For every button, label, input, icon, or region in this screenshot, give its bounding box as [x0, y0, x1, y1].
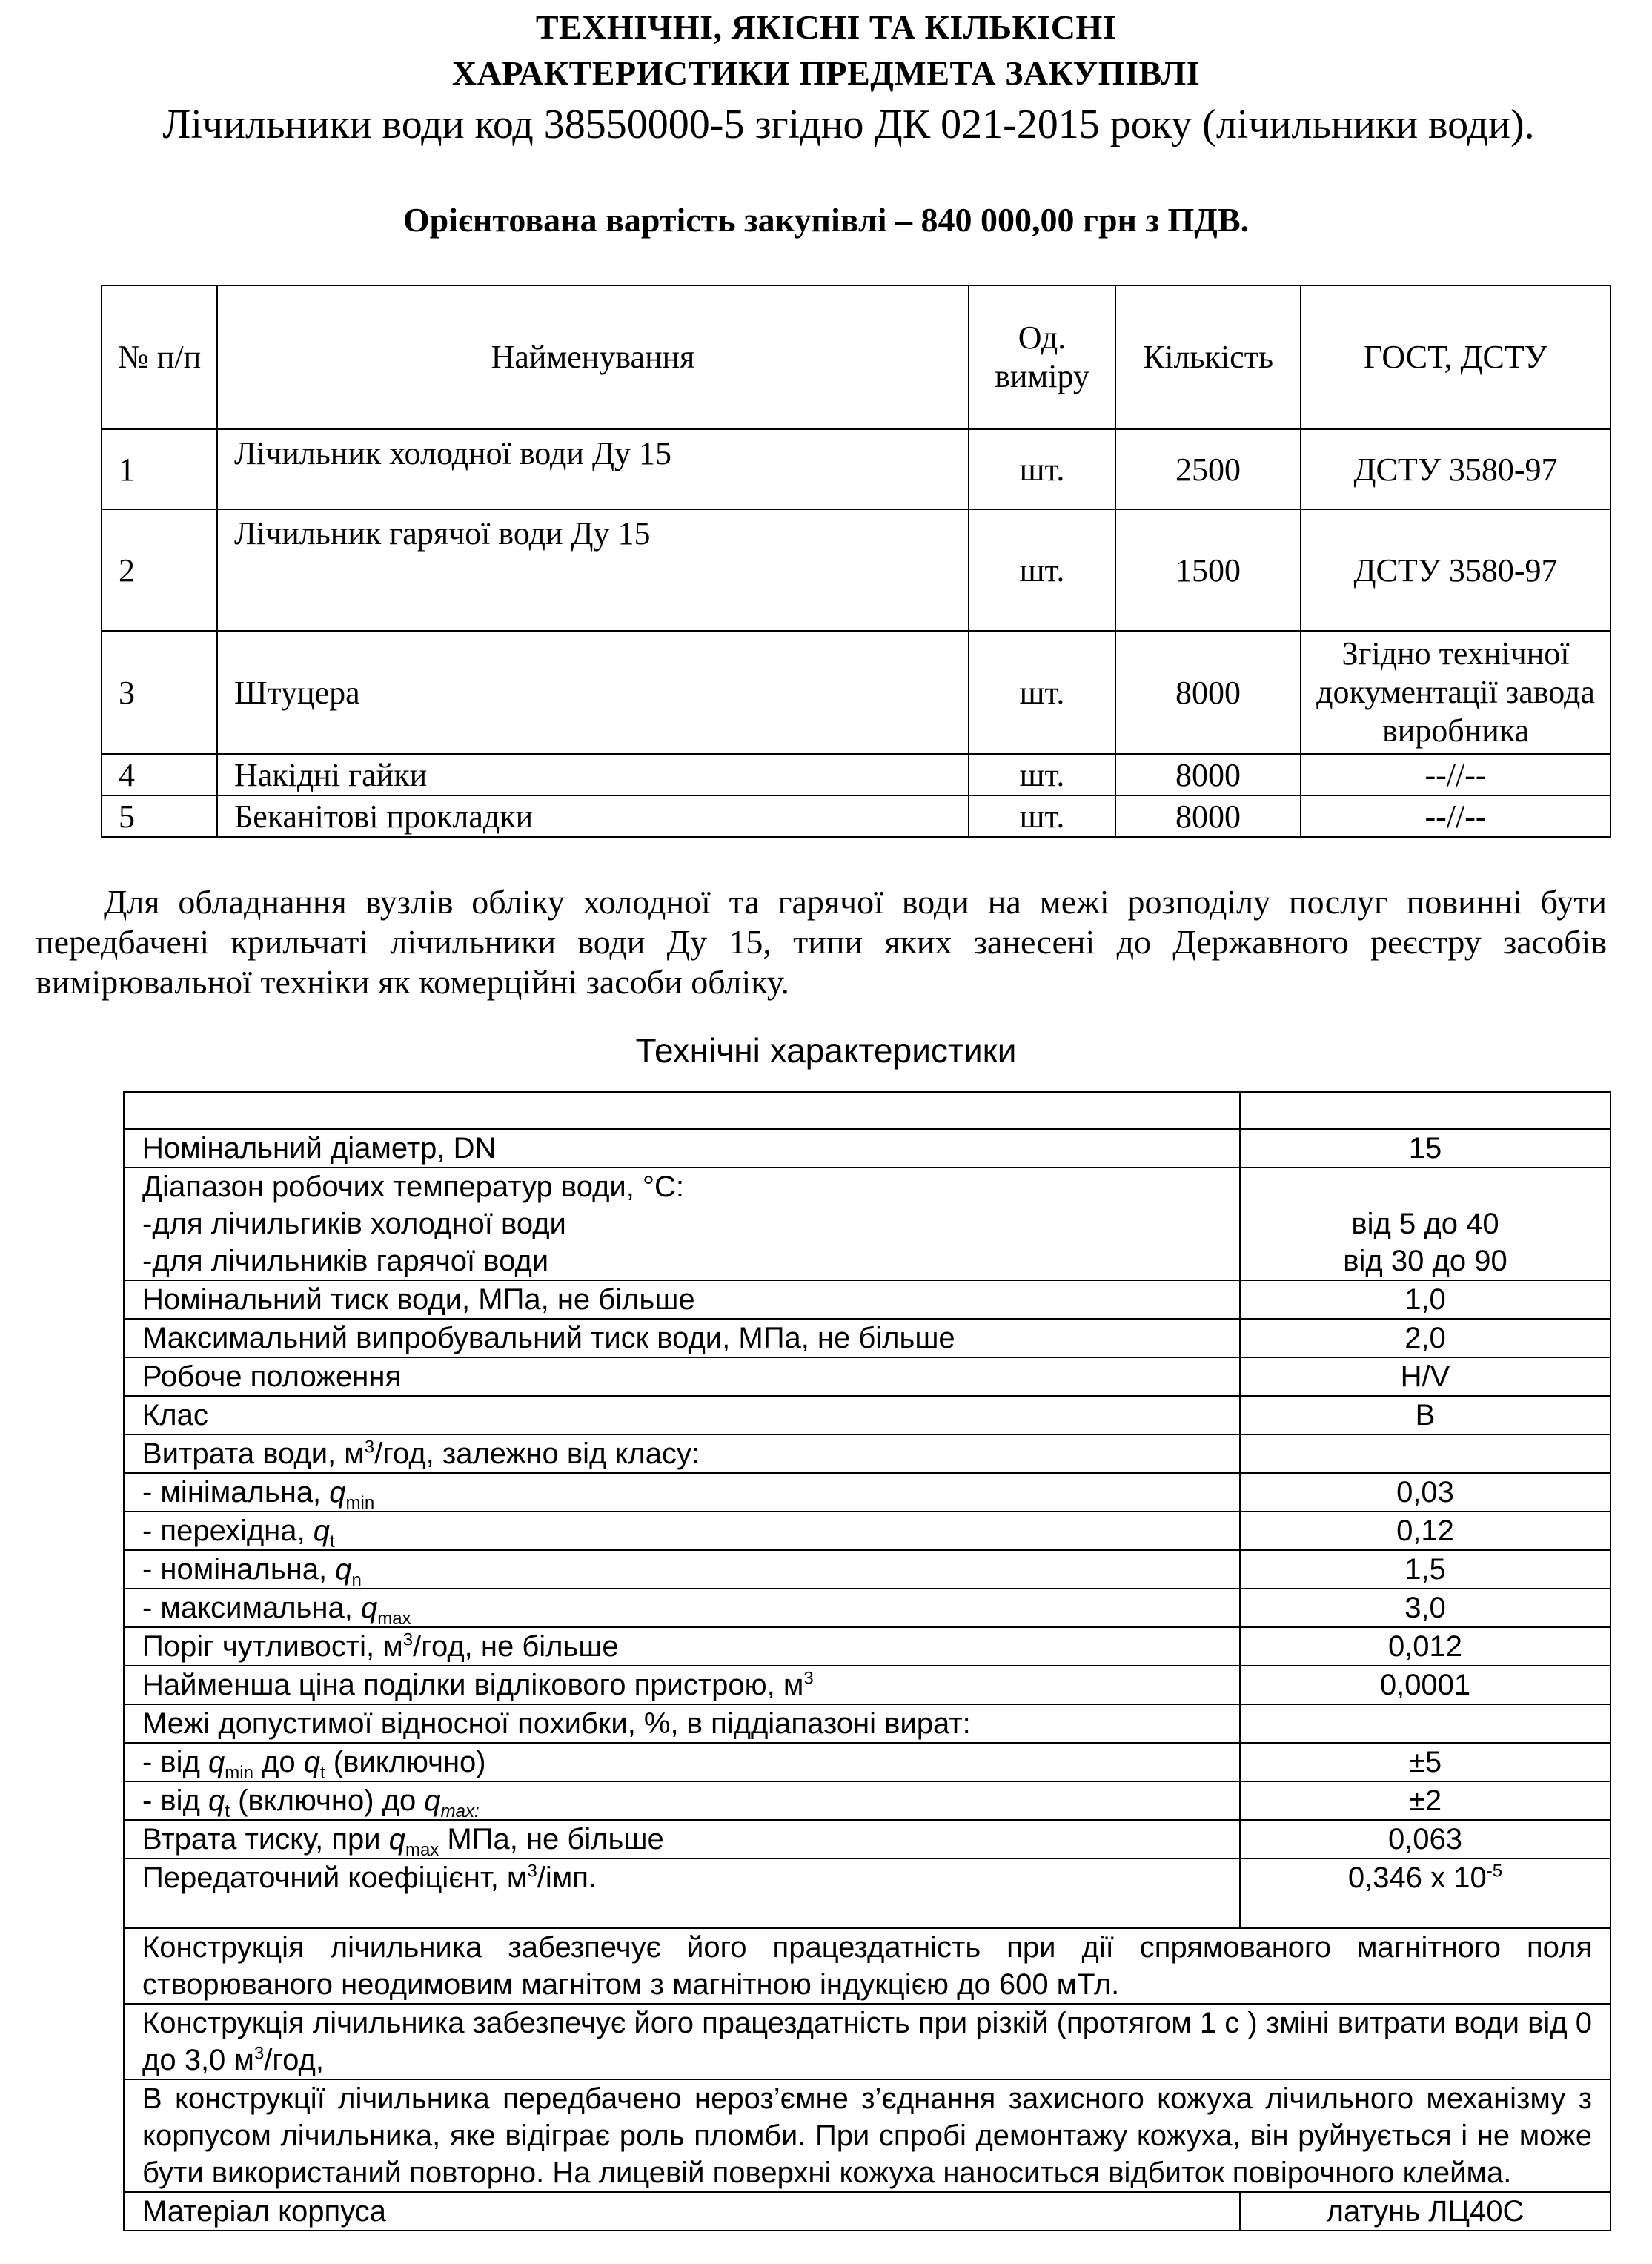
row-num: 4 — [102, 754, 217, 795]
table-row — [102, 795, 1610, 837]
table-row — [124, 1781, 1610, 1820]
table-row — [124, 2079, 1610, 2192]
spec-label — [124, 1820, 1240, 1858]
temp-cold-label: -для лічильгиків холодної води — [142, 1208, 566, 1240]
label-text: (виключно) — [325, 1746, 486, 1778]
label-text: - максимальна, — [142, 1592, 361, 1624]
table-row — [124, 2192, 1610, 2231]
table-row — [124, 1280, 1610, 1319]
row-std: ДСТУ 3580-97 — [1301, 429, 1610, 509]
symbol-q: q — [208, 1784, 225, 1817]
empty-cell — [1240, 1434, 1610, 1473]
spec-label — [124, 1434, 1240, 1473]
spec-value: латунь ЛЦ40С — [1240, 2192, 1610, 2231]
label-text: - від — [142, 1784, 209, 1817]
row-num: 5 — [102, 795, 217, 837]
row-std: --//-- — [1301, 754, 1610, 795]
spec-label — [124, 1589, 1240, 1627]
header-num: № п/п — [102, 285, 217, 429]
label-text: - перехідна, — [142, 1515, 314, 1547]
spec-label — [124, 1781, 1240, 1820]
temp-range-label: Діапазон робочих температур води, °С: — [142, 1171, 684, 1203]
table-row — [124, 1092, 1610, 1129]
row-name: Штуцера — [217, 631, 969, 754]
subscript: t — [225, 1801, 230, 1821]
table-row — [102, 754, 1610, 795]
row-unit: шт. — [969, 795, 1115, 837]
label-text: (включно) до — [229, 1784, 425, 1817]
spec-label — [124, 1858, 1240, 1928]
table-row — [124, 1928, 1610, 2004]
table-row — [124, 1434, 1610, 1473]
subscript: max — [377, 1609, 411, 1629]
label-text: - номінальна, — [142, 1553, 336, 1586]
spec-label: Номінальний тиск води, МПа, не більше — [124, 1280, 1240, 1319]
spec-value: 0,03 — [1240, 1473, 1610, 1512]
table-row — [102, 631, 1610, 754]
spec-value: 1,0 — [1240, 1280, 1610, 1319]
table-row — [124, 1666, 1610, 1704]
doc-title-line1: ТЕХНІЧНІ, ЯКІСНІ ТА КІЛЬКІСНІ — [535, 8, 1117, 46]
header-name: Найменування — [217, 285, 969, 429]
spec-value — [1240, 1168, 1610, 1280]
table-row — [124, 1550, 1610, 1589]
spec-value: 2,0 — [1240, 1319, 1610, 1357]
table-row — [124, 1168, 1610, 1280]
label-text: Передаточний коефіцієнт, м — [142, 1861, 528, 1894]
doc-title-line2: ХАРАКТЕРИСТИКИ ПРЕДМЕТА ЗАКУПІВЛІ — [451, 54, 1201, 92]
superscript: 3 — [253, 2043, 265, 2064]
spec-label — [124, 1627, 1240, 1666]
row-std: ДСТУ 3580-97 — [1301, 509, 1610, 631]
table-row — [124, 1820, 1610, 1858]
spec-label — [124, 1666, 1240, 1704]
table-row — [124, 1396, 1610, 1434]
note-seal: В конструкції лічильника передбачено нероз’ємне з’єднання захисного кожуха лічильного механізму з корпусом лічильника, яке відіграє роль пломби. При спробі демонтажу кожуха, він руйнується і не може бути використаний повторно. На лицевій поверхні кожуха наноситься відбиток повірочного клейма. — [124, 2079, 1610, 2192]
label-text: Втрата тиску, при — [142, 1823, 389, 1856]
table-row — [124, 1319, 1610, 1357]
table-row — [124, 1858, 1610, 1928]
row-name: Накідні гайки — [217, 754, 969, 795]
tech-specs-table — [123, 1091, 1611, 2231]
row-std: --//-- — [1301, 795, 1610, 837]
subscript: min — [345, 1493, 375, 1513]
spec-value: 3,0 — [1240, 1589, 1610, 1627]
doc-subtitle: Лічильники води код 38550000-5 згідно ДК 021-2015 року (лічильники води). — [162, 102, 1535, 148]
subscript: max: — [440, 1801, 480, 1821]
label-text: Витрата води, м — [142, 1437, 365, 1470]
row-num: 3 — [102, 631, 217, 754]
spec-label: Межі допустимої відносної похибки, %, в піддіапазоні вират: — [124, 1704, 1240, 1743]
estimated-cost: Орієнтована вартість закупівлі – 840 000,00 грн з ПДВ. — [402, 201, 1250, 239]
note-text: Конструкція лічильника забезпечує його працездатність при різкій (протягом 1 с ) зміні витрати води від 0 до 3,0 м — [142, 2007, 1592, 2076]
header-qty: Кількість — [1115, 285, 1301, 429]
note-magnetic: Конструкція лічильника забезпечує його працездатність при дії спрямованого магнітного поля створюваного неодимовим магнітом з магнітною індукцією до 600 мТл. — [124, 1928, 1610, 2004]
spec-value: ±2 — [1240, 1781, 1610, 1820]
empty-cell — [124, 1092, 1240, 1129]
table-header-row — [102, 285, 1610, 429]
label-text: Поріг чутливості, м — [142, 1630, 403, 1663]
symbol-q: q — [424, 1784, 441, 1817]
superscript: 3 — [364, 1437, 375, 1457]
table-row — [124, 1357, 1610, 1396]
subscript: max — [405, 1840, 439, 1860]
subscript: t — [330, 1532, 335, 1552]
table-row — [124, 1129, 1610, 1168]
symbol-q: q — [303, 1746, 321, 1778]
spec-label — [124, 1168, 1240, 1280]
spec-value: 0,012 — [1240, 1627, 1610, 1666]
spec-label — [124, 1550, 1240, 1589]
subscript: t — [320, 1763, 325, 1783]
label-text: /год, залежно від класу: — [374, 1437, 700, 1470]
row-std: Згідно технічної документації завода виробника — [1301, 631, 1610, 754]
label-text: Найменша ціна поділки відлікового пристрою, м — [142, 1669, 804, 1701]
spec-value: 15 — [1240, 1129, 1610, 1168]
label-text: /год, не більше — [413, 1630, 619, 1663]
row-qty: 1500 — [1115, 509, 1301, 631]
temp-cold-value: від 5 до 40 — [1351, 1208, 1499, 1240]
table-row — [124, 1512, 1610, 1550]
temp-hot-value: від 30 до 90 — [1343, 1245, 1507, 1277]
value-text: 0,346 х 10 — [1347, 1861, 1487, 1894]
header-unit: Од. виміру — [969, 285, 1115, 429]
row-qty: 8000 — [1115, 795, 1301, 837]
spec-value: ±5 — [1240, 1743, 1610, 1781]
row-num: 1 — [102, 429, 217, 509]
subscript: min — [225, 1763, 253, 1783]
row-num: 2 — [102, 509, 217, 631]
table-row — [102, 429, 1610, 509]
empty-cell — [1240, 1704, 1610, 1743]
symbol-q: q — [313, 1515, 330, 1547]
header-std: ГОСТ, ДСТУ — [1301, 285, 1610, 429]
spec-label: Клас — [124, 1396, 1240, 1434]
spec-value — [1240, 1858, 1610, 1928]
table-row — [124, 2004, 1610, 2079]
empty-cell — [1240, 1092, 1610, 1129]
spec-label: Матеріал корпуса — [124, 2192, 1240, 2231]
table-row — [124, 1743, 1610, 1781]
spec-value: 1,5 — [1240, 1550, 1610, 1589]
row-qty: 8000 — [1115, 754, 1301, 795]
row-qty: 8000 — [1115, 631, 1301, 754]
row-unit: шт. — [969, 754, 1115, 795]
procurement-table — [101, 285, 1611, 838]
superscript: 3 — [527, 1861, 537, 1881]
row-unit: шт. — [969, 509, 1115, 631]
spec-value: H/V — [1240, 1357, 1610, 1396]
table-row — [124, 1473, 1610, 1512]
label-text: МПа, не більше — [439, 1823, 664, 1856]
row-name: Беканітові прокладки — [217, 795, 969, 837]
requirements-paragraph: Для обладнання вузлів обліку холодної та гарячої води на межі розподілу послуг повинні бути передбачені крильчаті лічильники води Ду 15, типи яких занесені до Державного реєстру засобів вимірювальної техніки як комерційні засоби обліку. — [36, 883, 1607, 1001]
row-unit: шт. — [969, 429, 1115, 509]
spec-value: 0,0001 — [1240, 1666, 1610, 1704]
superscript: 3 — [803, 1668, 814, 1689]
row-name: Лічильник холодної води Ду 15 — [217, 429, 969, 509]
table-row — [124, 1589, 1610, 1627]
table-row — [102, 509, 1610, 631]
subscript: n — [351, 1570, 362, 1590]
row-qty: 2500 — [1115, 429, 1301, 509]
symbol-q: q — [208, 1746, 225, 1778]
table-row — [124, 1627, 1610, 1666]
temp-hot-label: -для лічильників гарячої води — [142, 1245, 549, 1277]
symbol-q: q — [388, 1823, 405, 1856]
note-text: /год, — [264, 2044, 324, 2076]
spec-value: В — [1240, 1396, 1610, 1434]
spec-label — [124, 1512, 1240, 1550]
tech-specs-title: Технічні характеристики — [635, 1031, 1017, 1070]
spec-label — [124, 1743, 1240, 1781]
spec-label: Номінальний діаметр, DN — [124, 1129, 1240, 1168]
symbol-q: q — [335, 1553, 352, 1586]
label-text: /імп. — [537, 1861, 597, 1894]
spec-label: Робоче положення — [124, 1357, 1240, 1396]
label-text: - від — [142, 1746, 209, 1778]
label-text: до — [253, 1746, 304, 1778]
symbol-q: q — [329, 1476, 346, 1509]
row-unit: шт. — [969, 631, 1115, 754]
exponent: -5 — [1486, 1861, 1503, 1881]
table-row — [124, 1704, 1610, 1743]
spec-value: 0,12 — [1240, 1512, 1610, 1550]
row-name: Лічильник гарячої води Ду 15 — [217, 509, 969, 631]
spec-label: Максимальний випробувальний тиск води, МПа, не більше — [124, 1319, 1240, 1357]
note-flow-change — [124, 2004, 1610, 2079]
spec-label — [124, 1473, 1240, 1512]
symbol-q: q — [360, 1592, 378, 1624]
label-text: - мінімальна, — [142, 1476, 330, 1509]
superscript: 3 — [402, 1629, 414, 1650]
spec-value: 0,063 — [1240, 1820, 1610, 1858]
